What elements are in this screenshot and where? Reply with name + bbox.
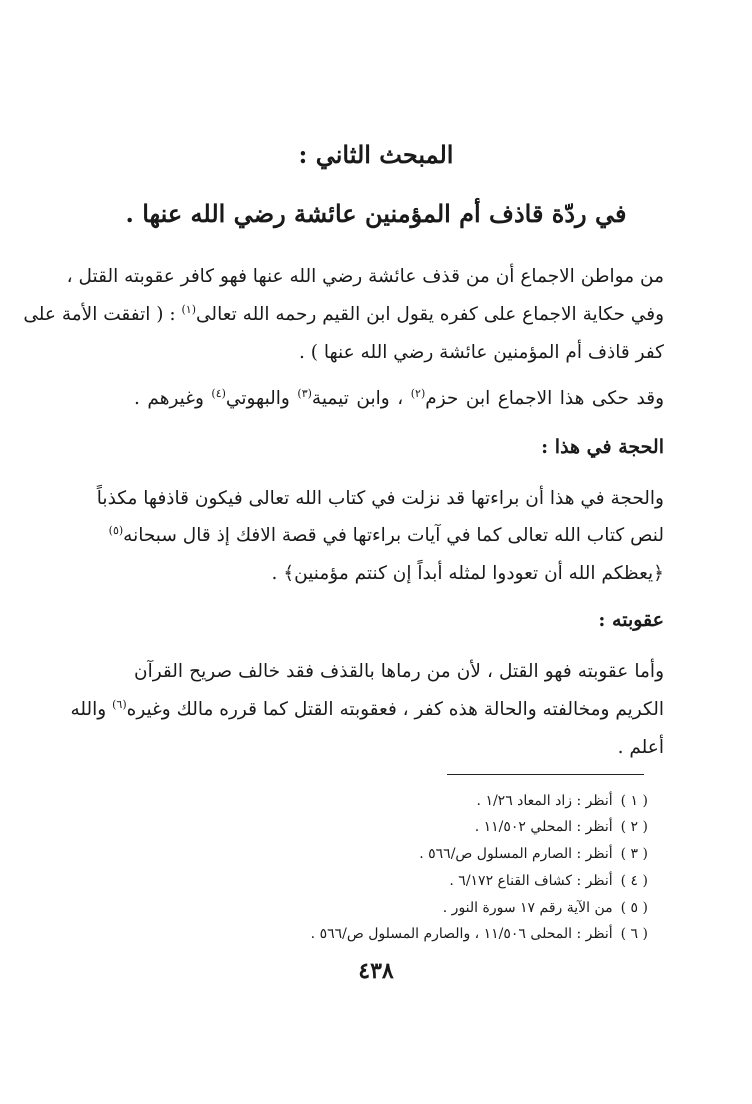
footnote-number: ( ١ ) [620,793,648,809]
footnote-text: أنظر : المحلى ١١/٥٠٦ ، والصارم المسلول ص/٥٦٦ . [310,926,613,942]
paragraph-text: : ( اتفقت الأمة على [23,304,176,325]
paragraph-text: وغيرهم . [134,388,212,409]
footnote-number: ( ٦ ) [620,926,648,942]
footnote [449,870,648,892]
subheading: الحجة في هذا : [541,436,664,458]
footnote [475,816,648,838]
footnote-text: أنظر : الصارم المسلول ص/٥٦٦ . [419,846,613,862]
paragraph-text: ، وابن تيمية [311,388,411,409]
paragraph-text: الكريم ومخالفته والحالة هذه كفر ، فعقوبته القتل كما قرره مالك وغيره [126,699,664,720]
footnote-ref[interactable]: (٥) [108,523,124,537]
paragraph-line: وأما عقوبته فهو القتل ، لأن من رماها بالقذف فقد خالف صريح القرآن [134,661,664,682]
footnote-ref[interactable]: (٢) [410,386,426,400]
footnote-ref[interactable]: (٤) [211,386,226,400]
paragraph-text: وقد حكى هذا الاجماع ابن حزم [425,388,665,409]
footnote-text: أنظر : المحلي ١١/٥٠٢ . [474,819,613,835]
footnote-number: ( ٤ ) [620,873,648,889]
footnote-ref[interactable]: (٦) [112,697,127,711]
paragraph-text: وفي حكاية الاجماع على كفره يقول ابن القيم رحمه الله تعالى [196,304,664,325]
footnote-number: ( ٣ ) [620,846,648,862]
paragraph-line: والحجة في هذا أن براءتها قد نزلت في كتاب الله تعالى فيكون قاذفها مكذباً [96,488,664,509]
footnote-text: أنظر : زاد المعاد ١/٢٦ . [476,793,613,809]
section-subtitle: في ردّة قاذف أم المؤمنين عائشة رضي الله عنها . [125,199,627,228]
footnote-divider [447,774,644,775]
paragraph-line [23,300,664,330]
paragraph-line [134,384,664,414]
footnote-number: ( ٥ ) [620,900,648,916]
paragraph-line: أعلم . [617,737,664,758]
paragraph-line: كفر قاذف أم المؤمنين عائشة رضي الله عنها ) . [299,342,664,363]
footnote-text: من الآية رقم ١٧ سورة النور . [442,900,613,916]
footnote [443,897,648,919]
page-number: ٤٣٨ [358,958,394,984]
footnote [311,923,648,945]
footnote [419,843,648,865]
footnote-number: ( ٢ ) [620,819,648,835]
footnote-text: أنظر : كشاف القناع ٦/١٧٢ . [449,873,613,889]
footnote-ref[interactable]: (٣) [297,386,312,400]
paragraph-text: والبهوتي [225,388,298,409]
footnote-ref[interactable]: (١) [181,302,197,316]
footnote [477,790,648,812]
paragraph-text: والله [70,699,113,720]
paragraph-line [70,695,664,725]
section-title: المبحث الثاني : [298,140,454,169]
subheading: عقوبته : [598,609,664,631]
paragraph-line [108,521,664,551]
paragraph-line: من مواطن الاجماع أن من قذف عائشة رضي الله عنها فهو كافر عقوبته القتل ، [66,266,664,287]
paragraph-line: ﴿يعظكم الله أن تعودوا لمثله أبداً إن كنتم مؤمنين﴾ . [271,563,664,584]
paragraph-text: لنص كتاب الله تعالى كما في آيات براءتها في قصة الافك إذ قال سبحانه [123,525,664,546]
